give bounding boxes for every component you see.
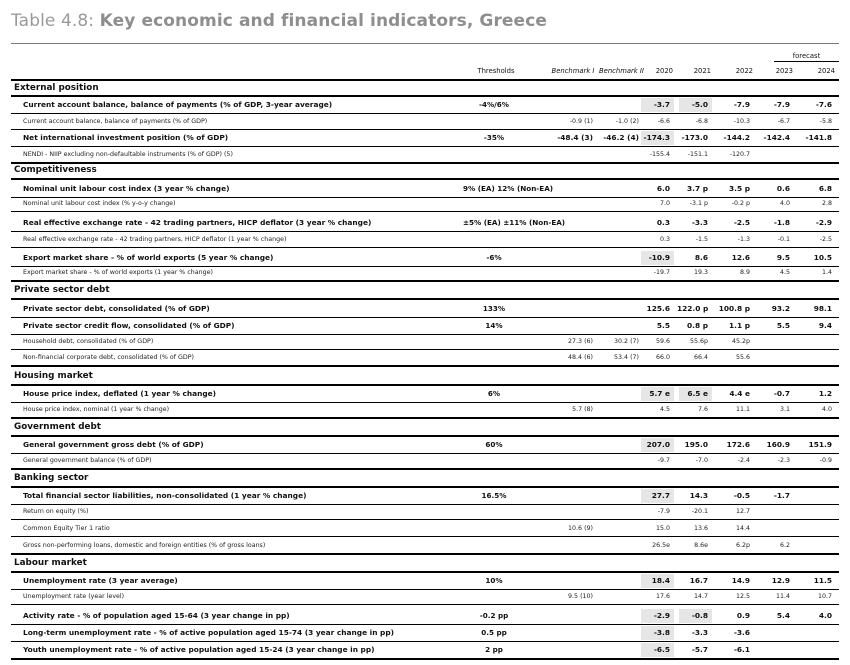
value-cell-2024: 4.0 [821, 406, 832, 413]
value-cell-2023: 5.4 [776, 611, 790, 620]
indicator-label: General government balance (% of GDP) [23, 457, 152, 464]
indicator-label: NENDI - NIIP excluding non-defaultable instruments (% of GDP) (5) [23, 151, 233, 158]
value-cell-2021: -1.5 [695, 236, 708, 243]
table-row [11, 625, 839, 641]
row-divider [11, 365, 839, 367]
threshold-cell: 9% (EA) 12% (Non-EA) [463, 184, 554, 193]
value-cell-2021: -20.1 [691, 508, 708, 515]
threshold-cell: 2 pp [485, 645, 503, 654]
value-cell-2020: -174.3 [643, 133, 670, 142]
value-cell-2023: -6.7 [777, 118, 790, 125]
table-row [11, 608, 839, 624]
row-divider [11, 519, 839, 520]
value-cell-2020: 5.5 [656, 321, 670, 330]
threshold-cell: -0.2 pp [479, 611, 509, 620]
section-header [11, 420, 839, 435]
row-divider [11, 178, 839, 180]
section-header [11, 283, 839, 298]
value-cell-2023: 11.4 [775, 593, 790, 600]
value-cell-2022: 0.9 [736, 611, 750, 620]
value-cell-2023: 93.2 [771, 304, 790, 313]
indicator-label: Nominal unit labour cost index (% y-o-y change) [23, 200, 176, 207]
value-cell-2024: -2.5 [819, 236, 832, 243]
value-cell-2021: 6.5 e [687, 389, 708, 398]
value-cell-2023: -0.1 [777, 236, 790, 243]
indicator-label: Total financial sector liabilities, non-consolidated (1 year % change) [23, 491, 307, 500]
value-cell-2020: 207.0 [646, 440, 670, 449]
section-header [11, 369, 839, 384]
row-divider [11, 553, 839, 555]
value-cell-2020: 6.0 [656, 184, 670, 193]
indicator-label: House price index, nominal (1 year % change) [23, 406, 170, 413]
value-cell-2022: -3.6 [733, 628, 750, 637]
table-row [11, 573, 839, 589]
value-cell-2021: 19.3 [693, 269, 708, 276]
value-cell-2020: -10.9 [648, 253, 670, 262]
value-cell-2022: -7.9 [733, 100, 750, 109]
value-cell-2020: -19.7 [653, 269, 670, 276]
value-cell-2020: -6.5 [653, 645, 670, 654]
threshold-cell: 133% [482, 304, 506, 313]
table-row [11, 437, 839, 453]
value-cell-2021: -6.8 [695, 118, 708, 125]
value-cell-2022: 12.5 [735, 593, 750, 600]
table-row [11, 351, 839, 365]
value-cell-2021: 55.6p [689, 338, 708, 345]
value-cell-2020: -3.8 [653, 628, 670, 637]
value-cell-2022: 55.6 [735, 354, 750, 361]
value-cell-2020: -7.9 [657, 508, 670, 515]
value-cell-2024: -5.8 [819, 118, 832, 125]
value-cell-2024: 4.0 [818, 611, 832, 620]
row-divider [11, 113, 839, 114]
value-cell-2020: 0.3 [659, 236, 670, 243]
value-cell-2024: -141.8 [805, 133, 832, 142]
indicator-label: Youth unemployment rate - % of active population aged 15-24 (3 year change in pp) [23, 645, 375, 654]
value-cell-2020: 0.3 [656, 218, 670, 227]
value-cell-2022: -120.7 [729, 151, 750, 158]
value-cell-2022: 100.8 p [718, 304, 750, 313]
table-caption: Key economic and financial indicators, Greece [99, 11, 547, 31]
value-cell-2021: -7.0 [695, 457, 708, 464]
value-cell-2024: 2.8 [821, 200, 832, 207]
value-cell-2023: 4.5 [779, 269, 790, 276]
value-cell-2022: 12.6 [731, 253, 750, 262]
table-row [11, 488, 839, 504]
value-cell-2021: -5.7 [691, 645, 708, 654]
value-cell-2021: -3.3 [691, 628, 708, 637]
table-row [11, 115, 839, 129]
section-header [11, 81, 839, 95]
header-2022: 2022 [735, 67, 753, 75]
header-benchmark-1: Benchmark I [551, 67, 595, 75]
top-rule [11, 43, 839, 44]
value-cell-2020: 26.5e [652, 542, 670, 549]
benchmark-cell: 5.7 (8) [572, 406, 593, 413]
indicator-label: Household debt, consolidated (% of GDP) [23, 338, 154, 345]
indicator-label: Current account balance, balance of payments (% of GDP, 3-year average) [23, 100, 333, 109]
benchmark-cell: 27.3 (6) [568, 338, 593, 345]
value-cell-2023: 5.5 [776, 321, 790, 330]
indicator-label: Gross non-performing loans, domestic and foreign entities (% of gross loans) [23, 542, 266, 549]
value-cell-2022: -6.1 [733, 645, 750, 654]
row-divider [11, 231, 839, 232]
indicator-label: Private sector debt, consolidated (% of GDP) [23, 304, 210, 313]
value-cell-2020: 125.6 [646, 304, 670, 313]
value-cell-2021: -3.1 p [689, 200, 708, 207]
indicator-label: Long-term unemployment rate - % of active population aged 15-74 (3 year change in pp) [23, 628, 394, 637]
benchmark-cell: 53.4 (7) [614, 354, 639, 361]
value-cell-2023: 12.9 [771, 576, 790, 585]
benchmark-cell: -48.4 (3) [557, 133, 593, 142]
value-cell-2022: 6.2p [735, 542, 750, 549]
value-cell-2020: 59.6 [655, 338, 670, 345]
value-cell-2022: -1.3 [737, 236, 750, 243]
row-divider [11, 417, 839, 419]
table-number: Table 4.8: [11, 11, 100, 31]
value-cell-2022: -144.2 [723, 133, 750, 142]
table-row [11, 97, 839, 113]
value-cell-2022: 45.2p [731, 338, 750, 345]
indicator-label: Unemployment rate (year level) [23, 593, 125, 600]
value-cell-2023: -142.4 [763, 133, 790, 142]
section-header [11, 471, 839, 486]
table-row [11, 403, 839, 417]
value-cell-2022: -10.3 [733, 118, 750, 125]
value-cell-2020: -155.4 [649, 151, 670, 158]
indicator-label: Nominal unit labour cost index (3 year % change) [23, 184, 230, 193]
value-cell-2021: 195.0 [684, 440, 708, 449]
indicator-label: Common Equity Tier 1 ratio [23, 525, 110, 532]
value-cell-2021: 13.6 [693, 525, 708, 532]
value-cell-2024: -7.6 [815, 100, 832, 109]
threshold-cell: -4%/6% [478, 100, 509, 109]
value-cell-2021: 8.6 [694, 253, 708, 262]
table-row [11, 215, 839, 231]
table-row [11, 335, 839, 349]
value-cell-2021: 16.7 [689, 576, 708, 585]
threshold-cell: -6% [486, 253, 502, 262]
value-cell-2021: 14.7 [693, 593, 708, 600]
value-cell-2022: 4.4 e [729, 389, 750, 398]
value-cell-2020: -2.9 [653, 611, 670, 620]
value-cell-2022: -2.5 [733, 218, 750, 227]
value-cell-2024: 1.4 [821, 269, 832, 276]
indicator-label: Return on equity (%) [23, 508, 89, 515]
value-cell-2020: -3.7 [653, 100, 670, 109]
value-cell-2021: -151.1 [687, 151, 708, 158]
value-cell-2020: 27.7 [651, 491, 670, 500]
benchmark-cell: 9.5 (10) [568, 593, 593, 600]
row-divider [11, 536, 839, 537]
header-benchmark-2: Benchmark II [599, 67, 644, 75]
value-cell-2023: -2.3 [777, 457, 790, 464]
value-cell-2022: 1.1 p [729, 321, 750, 330]
table-row [11, 454, 839, 468]
value-cell-2023: 4.0 [779, 200, 790, 207]
value-cell-2020: -9.7 [657, 457, 670, 464]
indicator-label: Current account balance, balance of payments (% of GDP) [23, 118, 208, 125]
table-row [11, 148, 839, 162]
value-cell-2020: 15.0 [655, 525, 670, 532]
value-cell-2021: -173.0 [681, 133, 708, 142]
table-row [11, 590, 839, 604]
value-cell-2023: -1.8 [773, 218, 790, 227]
table-row [11, 505, 839, 519]
section-title: Government debt [14, 422, 101, 432]
header-2023: 2023 [775, 67, 793, 75]
table-row [11, 522, 839, 536]
value-cell-2021: 8.6e [694, 542, 708, 549]
value-cell-2021: -3.3 [691, 218, 708, 227]
header-thresholds: Thresholds [477, 67, 515, 75]
value-cell-2023: -1.7 [773, 491, 790, 500]
forecast-label: forecast [792, 52, 821, 60]
value-cell-2024: 151.9 [808, 440, 832, 449]
table-row [11, 301, 839, 317]
value-cell-2021: 0.8 p [687, 321, 708, 330]
table-row [11, 130, 839, 146]
header-2020: 2020 [655, 67, 673, 75]
row-divider [11, 468, 839, 470]
value-cell-2020: 18.4 [651, 576, 670, 585]
value-cell-2024: 10.5 [813, 253, 832, 262]
row-divider [11, 604, 839, 605]
value-cell-2020: 66.0 [655, 354, 670, 361]
table-row [11, 181, 839, 197]
table-row [11, 386, 839, 402]
section-title: Banking sector [14, 473, 89, 483]
row-divider [11, 211, 839, 212]
value-cell-2020: -6.6 [657, 118, 670, 125]
value-cell-2021: 66.4 [693, 354, 708, 361]
value-cell-2021: -0.8 [691, 611, 708, 620]
section-title: External position [14, 83, 99, 93]
value-cell-2022: 12.7 [735, 508, 750, 515]
section-header [11, 163, 839, 178]
header-2024: 2024 [817, 67, 835, 75]
benchmark-cell: 30.2 (7) [614, 338, 639, 345]
threshold-cell: -35% [483, 133, 505, 142]
indicator-label: Real effective exchange rate - 42 trading partners, HICP deflator (3 year % change) [23, 218, 372, 227]
table-row [11, 197, 839, 211]
value-cell-2023: 3.1 [779, 406, 790, 413]
value-cell-2021: 7.6 [697, 406, 708, 413]
indicator-label: Unemployment rate (3 year average) [23, 576, 178, 585]
value-cell-2024: 9.4 [818, 321, 832, 330]
threshold-cell: 6% [487, 389, 501, 398]
table-row [11, 642, 839, 658]
benchmark-cell: -1.0 (2) [615, 118, 639, 125]
value-cell-2021: -5.0 [691, 100, 708, 109]
table-row [11, 318, 839, 334]
value-cell-2024: 6.8 [818, 184, 832, 193]
threshold-cell: 60% [485, 440, 503, 449]
value-cell-2022: 11.1 [735, 406, 750, 413]
header-2021: 2021 [693, 67, 711, 75]
value-cell-2022: -0.2 p [731, 200, 750, 207]
value-cell-2024: -0.9 [819, 457, 832, 464]
value-cell-2024: 1.2 [818, 389, 832, 398]
section-title: Housing market [14, 371, 93, 381]
row-divider [11, 658, 839, 660]
value-cell-2024: 10.7 [817, 593, 832, 600]
value-cell-2022: 8.9 [739, 269, 750, 276]
threshold-cell: 16.5% [481, 491, 507, 500]
value-cell-2020: 7.0 [659, 200, 670, 207]
value-cell-2021: 14.3 [689, 491, 708, 500]
value-cell-2023: -0.7 [773, 389, 790, 398]
benchmark-cell: -0.9 (1) [569, 118, 593, 125]
value-cell-2022: 14.4 [735, 525, 750, 532]
value-cell-2021: 3.7 p [687, 184, 708, 193]
indicator-label: Net international investment position (% of GDP) [23, 133, 229, 142]
section-header [11, 556, 839, 571]
section-title: Labour market [14, 558, 87, 568]
value-cell-2023: 6.2 [779, 542, 790, 549]
table-row [11, 539, 839, 553]
value-cell-2023: -7.9 [773, 100, 790, 109]
indicator-table [11, 0, 839, 665]
value-cell-2022: 172.6 [726, 440, 750, 449]
indicator-label: Activity rate - % of population aged 15-64 (3 year change in pp) [23, 611, 290, 620]
row-divider [11, 146, 839, 147]
section-title: Private sector debt [14, 285, 110, 295]
value-cell-2022: -2.4 [737, 457, 750, 464]
value-cell-2020: 5.7 e [649, 389, 670, 398]
indicator-label: House price index, deflated (1 year % change) [23, 389, 217, 398]
table-row [11, 266, 839, 280]
table-row [11, 250, 839, 266]
value-cell-2021: 122.0 p [677, 304, 709, 313]
value-cell-2023: 9.5 [776, 253, 790, 262]
value-cell-2024: 98.1 [813, 304, 832, 313]
row-divider [11, 247, 839, 248]
threshold-cell: 10% [485, 576, 503, 585]
benchmark-cell: 48.4 (6) [568, 354, 593, 361]
value-cell-2022: 3.5 p [729, 184, 750, 193]
value-cell-2022: -0.5 [733, 491, 750, 500]
value-cell-2020: 4.5 [659, 406, 670, 413]
value-cell-2020: 17.6 [655, 593, 670, 600]
threshold-cell: 0.5 pp [481, 628, 507, 637]
indicator-label: Export market share - % of world exports (1 year % change) [23, 269, 213, 276]
row-divider [11, 349, 839, 350]
forecast-rule [774, 61, 839, 62]
value-cell-2022: 14.9 [731, 576, 750, 585]
threshold-cell: ±5% (EA) ±11% (Non-EA) [463, 218, 566, 227]
value-cell-2023: 0.6 [776, 184, 790, 193]
indicator-label: Export market share - % of world exports (5 year % change) [23, 253, 274, 262]
indicator-label: General government gross debt (% of GDP) [23, 440, 204, 449]
row-divider [11, 280, 839, 282]
row-divider [11, 298, 839, 300]
indicator-label: Real effective exchange rate - 42 trading partners, HICP deflator (1 year % change) [23, 236, 287, 243]
indicator-label: Private sector credit flow, consolidated (% of GDP) [23, 321, 235, 330]
value-cell-2024: 11.5 [813, 576, 832, 585]
section-title: Competitiveness [14, 165, 97, 175]
benchmark-cell: -46.2 (4) [603, 133, 639, 142]
value-cell-2023: 160.9 [766, 440, 790, 449]
value-cell-2024: -2.9 [815, 218, 832, 227]
threshold-cell: 14% [485, 321, 503, 330]
table-row [11, 233, 839, 247]
indicator-label: Non-financial corporate debt, consolidated (% of GDP) [23, 354, 194, 361]
benchmark-cell: 10.6 (9) [568, 525, 593, 532]
